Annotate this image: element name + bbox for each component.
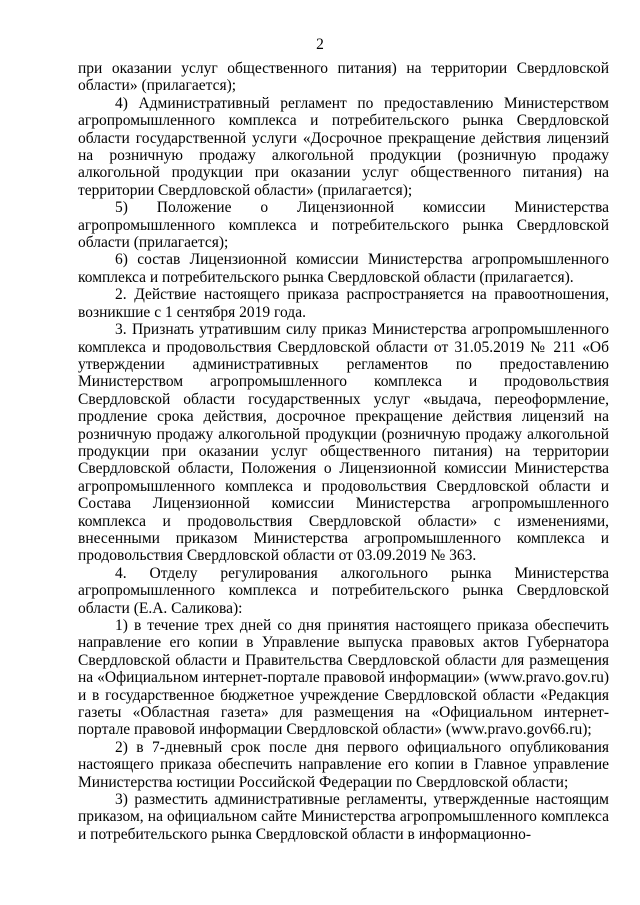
paragraph: 4) Административный регламент по предоставлению Министерством агропромышленного комплекса и потребительского рынка Свердловской области государственной услуги «Досрочное прекращение действия лицензий на розничную продажу алкогольной продукции (розничную продажу алкогольной продукции при оказании услуг общественного питания) на территории Свердловской области» (прилагается);	[78, 94, 609, 199]
document-body	[78, 60, 609, 843]
paragraph: 3) разместить административные регламенты, утвержденные настоящим приказом, на официальном сайте Министерства агропромышленного комплекса и потребительского рынка Свердловской области в информационно-	[78, 791, 609, 843]
paragraph: 6) состав Лицензионной комиссии Министерства агропромышленного комплекса и потребительского рынка Свердловской области (прилагается).	[78, 251, 609, 286]
paragraph: 2) в 7-дневный срок после дня первого официального опубликования настоящего приказа обеспечить направление его копии в Главное управление Министерства юстиции Российской Федерации по Свердловской области;	[78, 738, 609, 791]
paragraph: 3. Признать утратившим силу приказ Министерства агропромышленного комплекса и продовольствия Свердловской области от 31.05.2019 № 211 «Об утверждении административных регламентов по предоставлению Министерством агропромышленного комплекса и продовольствия Свердловской области государственных услуг «выдача, переоформление, продление срока действия, досрочное прекращение действия лицензий на розничную продажу алкогольной продукции (розничную продажу алкогольной продукции при оказании услуг общественного питания) на территории Свердловской области, Положения о Лицензионной комиссии Министерства агропромышленного комплекса и продовольствия Свердловской области и Состава Лицензионной комиссии Министерства агропромышленного комплекса и продовольствия Свердловской области» с изменениями, внесенными приказом Министерства агропромышленного комплекса и продовольствия Свердловской области от 03.09.2019 № 363.	[78, 321, 609, 565]
paragraph: 2. Действие настоящего приказа распространяется на правоотношения, возникшие с 1 сентября 2019 года.	[78, 286, 609, 321]
paragraph: 4. Отделу регулирования алкогольного рынка Министерства агропромышленного комплекса и потребительского рынка Свердловской области (Е.А. Саликова):	[78, 564, 609, 617]
paragraph: 5) Положение о Лицензионной комиссии Министерства агропромышленного комплекса и потребительского рынка Свердловской области (прилагается);	[78, 199, 609, 252]
paragraph: при оказании услуг общественного питания) на территории Свердловской области» (прилагается);	[78, 60, 609, 95]
paragraph: 1) в течение трех дней со дня принятия настоящего приказа обеспечить направление его копии в Управление выпуска правовых актов Губернатора Свердловской области и Правительства Свердловской области для размещения на «Официальном интернет-портале правовой информации» (www.pravo.gov.ru) и в государственное бюджетное учреждение Свердловской области «Редакция газеты «Областная газета» для размещения на «Официальном интернет-портале правовой информации Свердловской области» (www.pravo.gov66.ru);	[78, 617, 609, 739]
page-number: 2	[316, 36, 324, 53]
